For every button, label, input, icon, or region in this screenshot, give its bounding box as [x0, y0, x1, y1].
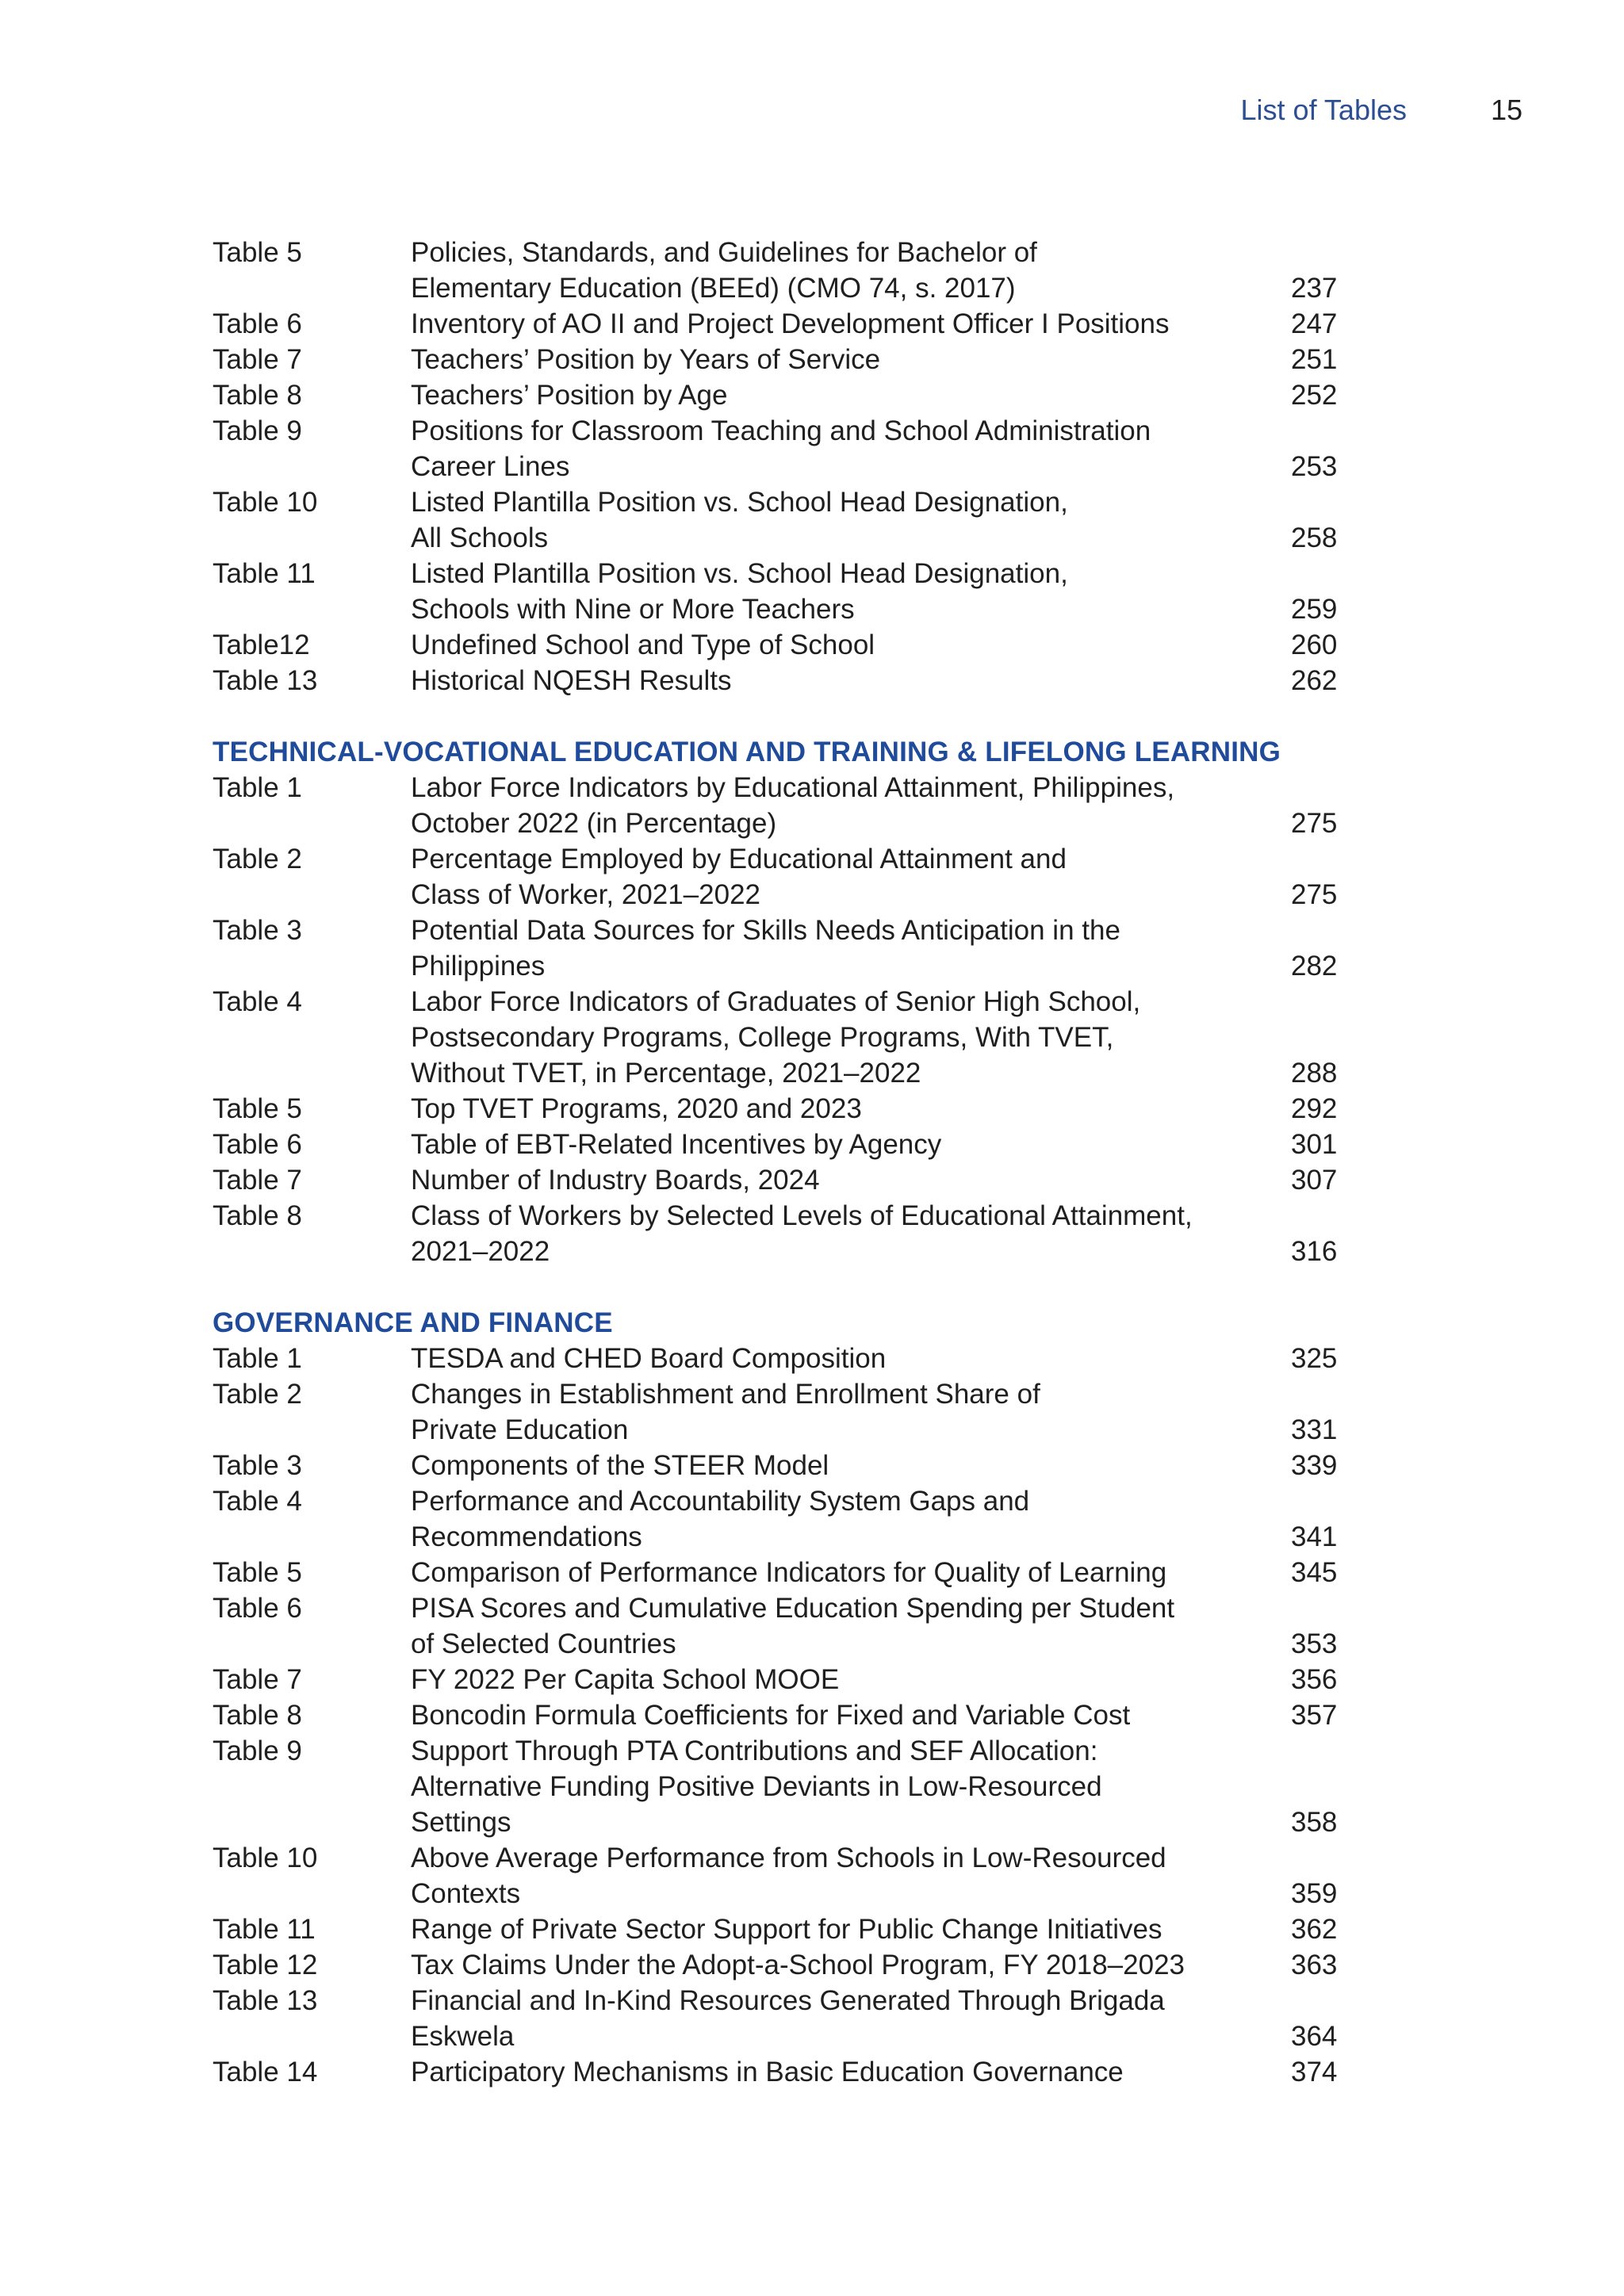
table-title-line: Settings	[411, 1807, 511, 1838]
page-reference: 247	[1291, 308, 1338, 339]
table-title	[411, 1947, 1291, 1983]
table-title-line: Postsecondary Programs, College Programs, With TVET,	[411, 1022, 1114, 1053]
page-reference: 325	[1291, 1343, 1338, 1374]
table-title	[411, 1483, 1291, 1555]
toc-entry[interactable]	[213, 1091, 1402, 1127]
table-number: Table 6	[213, 1593, 302, 1624]
toc-entry[interactable]	[213, 1697, 1402, 1733]
page-reference: 307	[1291, 1165, 1338, 1196]
table-title	[411, 235, 1291, 306]
toc-entry[interactable]	[213, 627, 1402, 663]
table-title-line: Number of Industry Boards, 2024	[411, 1165, 820, 1196]
table-number: Table 8	[213, 380, 302, 411]
table-title-line: Undefined School and Type of School	[411, 629, 875, 660]
table-number: Table 3	[213, 1450, 302, 1481]
table-number: Table 4	[213, 986, 302, 1017]
page-reference: 357	[1291, 1700, 1338, 1731]
table-number: Table 5	[213, 1557, 302, 1588]
page-reference: 259	[1291, 594, 1338, 625]
table-title	[411, 413, 1291, 484]
table-title-line: Teachers’ Position by Years of Service	[411, 344, 881, 375]
page-reference: 258	[1291, 522, 1338, 553]
table-number: Table 4	[213, 1486, 302, 1517]
toc-entry[interactable]	[213, 484, 1402, 556]
page-reference: 362	[1291, 1914, 1338, 1945]
toc-entry[interactable]	[213, 306, 1402, 342]
table-title-line: Listed Plantilla Position vs. School Head Designation,	[411, 487, 1068, 518]
toc-entry[interactable]	[213, 1341, 1402, 1376]
table-number: Table 2	[213, 1379, 302, 1410]
table-title-line: Labor Force Indicators of Graduates of Senior High School,	[411, 986, 1141, 1017]
table-number: Table 10	[213, 1843, 318, 1873]
table-title-line: Historical NQESH Results	[411, 665, 732, 696]
table-title-line: PISA Scores and Cumulative Education Spending per Student	[411, 1593, 1175, 1624]
table-number: Table 5	[213, 1093, 302, 1124]
toc-entry[interactable]	[213, 1662, 1402, 1697]
table-title-line: Policies, Standards, and Guidelines for Bachelor of	[411, 237, 1037, 268]
table-title-line: Boncodin Formula Coefficients for Fixed and Variable Cost	[411, 1700, 1131, 1731]
table-title	[411, 2054, 1291, 2090]
page-reference: 339	[1291, 1450, 1338, 1481]
table-number: Table 1	[213, 772, 302, 803]
table-number: Table 7	[213, 344, 302, 375]
page-reference: 251	[1291, 344, 1338, 375]
toc-entry[interactable]	[213, 1448, 1402, 1483]
toc-entry[interactable]	[213, 770, 1402, 841]
table-title	[411, 663, 1291, 698]
page-reference: 356	[1291, 1664, 1338, 1695]
table-title-line: Changes in Establishment and Enrollment Share of	[411, 1379, 1040, 1410]
table-title	[411, 1162, 1291, 1198]
table-title	[411, 1590, 1291, 1662]
page-reference: 237	[1291, 273, 1338, 304]
table-number: Table 3	[213, 915, 302, 946]
table-title	[411, 627, 1291, 663]
table-title	[411, 1341, 1291, 1376]
section-heading: GOVERNANCE AND FINANCE	[213, 1307, 613, 1338]
toc-entry[interactable]	[213, 1840, 1402, 1911]
page-reference: 275	[1291, 808, 1338, 839]
toc-entry[interactable]	[213, 1127, 1402, 1162]
table-title	[411, 1198, 1291, 1269]
table-number: Table 11	[213, 558, 316, 589]
table-title-line: Philippines	[411, 951, 546, 982]
table-number: Table 14	[213, 2057, 318, 2087]
toc-entry[interactable]	[213, 235, 1402, 306]
table-title-line: Listed Plantilla Position vs. School Head Designation,	[411, 558, 1068, 589]
page-reference: 374	[1291, 2057, 1338, 2087]
table-title-line: 2021–2022	[411, 1236, 550, 1267]
table-title-line: Participatory Mechanisms in Basic Education Governance	[411, 2057, 1124, 2087]
table-title	[411, 1911, 1291, 1947]
table-title-line: Class of Workers by Selected Levels of Educational Attainment,	[411, 1200, 1193, 1231]
page-reference: 275	[1291, 879, 1338, 910]
table-number: Table 12	[213, 1950, 318, 1980]
table-number: Table 2	[213, 844, 302, 874]
page-reference: 341	[1291, 1521, 1338, 1552]
page-reference: 363	[1291, 1950, 1338, 1980]
table-number: Table 6	[213, 308, 302, 339]
page-reference: 253	[1291, 451, 1338, 482]
page-reference: 292	[1291, 1093, 1338, 1124]
table-title-line: Schools with Nine or More Teachers	[411, 594, 855, 625]
table-title-line: TESDA and CHED Board Composition	[411, 1343, 887, 1374]
toc-entry[interactable]	[213, 841, 1402, 913]
table-title-line: Tax Claims Under the Adopt-a-School Program, FY 2018–2023	[411, 1950, 1185, 1980]
table-title-line: Range of Private Sector Support for Public Change Initiatives	[411, 1914, 1162, 1945]
table-title-line: Positions for Classroom Teaching and School Administration	[411, 415, 1151, 446]
page-reference: 262	[1291, 665, 1338, 696]
table-title	[411, 484, 1291, 556]
toc-group	[213, 235, 1402, 698]
table-title	[411, 1840, 1291, 1911]
table-title-line: Inventory of AO II and Project Development Officer I Positions	[411, 308, 1170, 339]
page-reference: 316	[1291, 1236, 1338, 1267]
page-reference: 252	[1291, 380, 1338, 411]
table-number: Table 5	[213, 237, 302, 268]
table-number: Table 9	[213, 415, 302, 446]
toc-entry[interactable]	[213, 1376, 1402, 1448]
page-reference: 260	[1291, 629, 1338, 660]
table-number: Table 1	[213, 1343, 302, 1374]
running-header	[1110, 94, 1522, 133]
table-number: Table 8	[213, 1700, 302, 1731]
toc-entry[interactable]	[213, 1555, 1402, 1590]
list-of-tables	[213, 235, 1402, 2090]
table-number: Table 13	[213, 665, 318, 696]
table-title	[411, 1733, 1291, 1840]
table-title	[411, 1448, 1291, 1483]
table-title-line: Top TVET Programs, 2020 and 2023	[411, 1093, 862, 1124]
table-title-line: Components of the STEER Model	[411, 1450, 829, 1481]
table-title-line: All Schools	[411, 522, 549, 553]
table-number: Table 7	[213, 1664, 302, 1695]
page-number: 15	[1490, 94, 1522, 126]
table-number: Table 13	[213, 1985, 318, 2016]
toc-entry[interactable]	[213, 556, 1402, 627]
table-title	[411, 1662, 1291, 1697]
toc-entry[interactable]	[213, 342, 1402, 377]
toc-entry[interactable]	[213, 913, 1402, 984]
table-title	[411, 1127, 1291, 1162]
toc-entry[interactable]	[213, 1483, 1402, 1555]
table-title-line: Alternative Funding Positive Deviants in Low-Resourced	[411, 1771, 1102, 1802]
toc-group	[213, 1305, 1402, 2090]
toc-entry[interactable]	[213, 1947, 1402, 1983]
toc-entry[interactable]	[213, 1198, 1402, 1269]
table-title	[411, 306, 1291, 342]
table-title-line: Financial and In-Kind Resources Generated Through Brigada	[411, 1985, 1165, 2016]
toc-entry[interactable]	[213, 377, 1402, 413]
table-title	[411, 377, 1291, 413]
table-title-line: Career Lines	[411, 451, 570, 482]
table-number: Table12	[213, 629, 310, 660]
table-title-line: Without TVET, in Percentage, 2021–2022	[411, 1058, 921, 1089]
table-title	[411, 342, 1291, 377]
page-reference: 358	[1291, 1807, 1338, 1838]
page-reference: 331	[1291, 1414, 1338, 1445]
table-title-line: Elementary Education (BEEd) (CMO 74, s. 2017)	[411, 273, 1016, 304]
page-reference: 359	[1291, 1878, 1338, 1909]
page-reference: 364	[1291, 2021, 1338, 2052]
table-title-line: Contexts	[411, 1878, 521, 1909]
table-number: Table 9	[213, 1735, 302, 1766]
section-title: List of Tables	[1240, 94, 1407, 126]
page-reference: 353	[1291, 1628, 1338, 1659]
table-title	[411, 556, 1291, 627]
table-title	[411, 770, 1291, 841]
table-title-line: Above Average Performance from Schools in Low-Resourced	[411, 1843, 1166, 1873]
table-number: Table 10	[213, 487, 318, 518]
table-title-line: Teachers’ Position by Age	[411, 380, 728, 411]
toc-entry[interactable]	[213, 413, 1402, 484]
table-title-line: Eskwela	[411, 2021, 515, 2052]
page-reference: 301	[1291, 1129, 1338, 1160]
table-title	[411, 984, 1291, 1091]
table-title-line: of Selected Countries	[411, 1628, 676, 1659]
toc-entry[interactable]	[213, 1590, 1402, 1662]
toc-entry[interactable]	[213, 1983, 1402, 2054]
table-title-line: Support Through PTA Contributions and SEF Allocation:	[411, 1735, 1098, 1766]
table-title	[411, 1376, 1291, 1448]
toc-entry[interactable]	[213, 1733, 1402, 1840]
table-title	[411, 1555, 1291, 1590]
page-reference: 288	[1291, 1058, 1338, 1089]
table-title-line: FY 2022 Per Capita School MOOE	[411, 1664, 840, 1695]
table-title	[411, 913, 1291, 984]
toc-group	[213, 734, 1402, 1269]
toc-entry[interactable]	[213, 663, 1402, 698]
table-title	[411, 1697, 1291, 1733]
toc-entry[interactable]	[213, 1162, 1402, 1198]
table-number: Table 8	[213, 1200, 302, 1231]
table-title-line: Percentage Employed by Educational Attainment and	[411, 844, 1067, 874]
page-reference: 345	[1291, 1557, 1338, 1588]
page-reference: 282	[1291, 951, 1338, 982]
toc-entry[interactable]	[213, 2054, 1402, 2090]
table-number: Table 11	[213, 1914, 316, 1945]
table-title-line: Potential Data Sources for Skills Needs Anticipation in the	[411, 915, 1120, 946]
table-number: Table 6	[213, 1129, 302, 1160]
table-title-line: Recommendations	[411, 1521, 642, 1552]
toc-entry[interactable]	[213, 984, 1402, 1091]
table-title	[411, 1983, 1291, 2054]
table-title-line: Class of Worker, 2021–2022	[411, 879, 761, 910]
table-number: Table 7	[213, 1165, 302, 1196]
table-title	[411, 841, 1291, 913]
table-title-line: Comparison of Performance Indicators for Quality of Learning	[411, 1557, 1167, 1588]
table-title-line: Table of EBT-Related Incentives by Agency	[411, 1129, 942, 1160]
table-title-line: Performance and Accountability System Gaps and	[411, 1486, 1030, 1517]
table-title-line: Private Education	[411, 1414, 629, 1445]
toc-entry[interactable]	[213, 1911, 1402, 1947]
table-title-line: Labor Force Indicators by Educational Attainment, Philippines,	[411, 772, 1175, 803]
table-title-line: October 2022 (in Percentage)	[411, 808, 777, 839]
table-title	[411, 1091, 1291, 1127]
section-heading: TECHNICAL-VOCATIONAL EDUCATION AND TRAINING & LIFELONG LEARNING	[213, 737, 1281, 767]
